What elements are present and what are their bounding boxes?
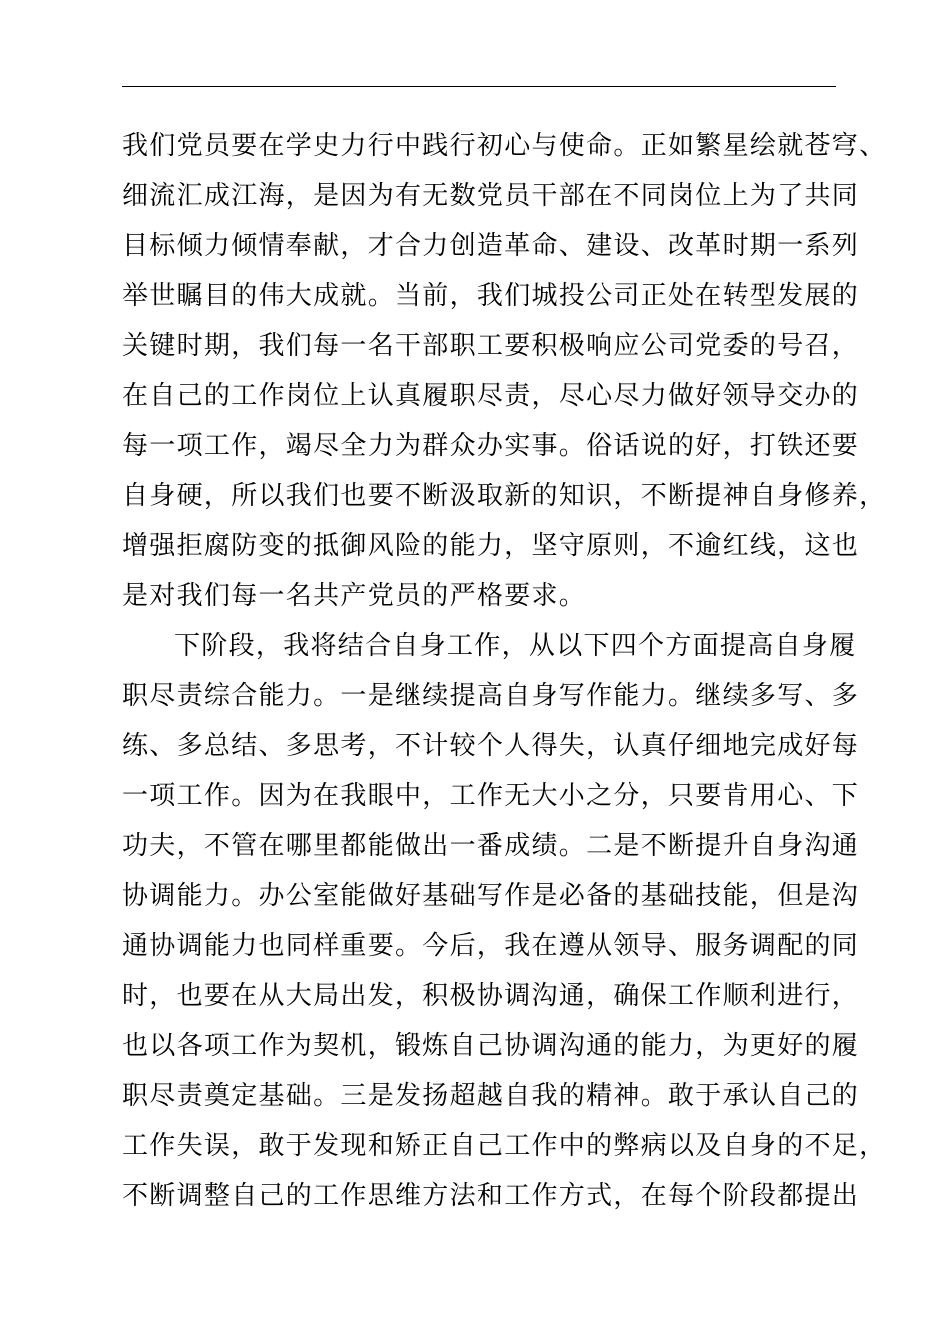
text-line: 目标倾力倾情奉献，才合力创造革命、建设、改革时期一系列 [122, 231, 860, 261]
text-line: 关键时期，我们每一名干部职工要积极响应公司党委的号召， [122, 331, 860, 361]
header-rule [122, 86, 836, 87]
paragraph-2 [122, 621, 887, 1221]
document-body [122, 121, 887, 1221]
text-line: 通协调能力也同样重要。今后，我在遵从领导、服务调配的同 [122, 931, 860, 961]
text-line: 协调能力。办公室能做好基础写作是必备的基础技能，但是沟 [122, 881, 860, 911]
text-line: 是对我们每一名共产党员的严格要求。 [122, 581, 587, 611]
text-line: 功夫，不管在哪里都能做出一番成绩。二是不断提升自身沟通 [122, 831, 860, 861]
text-line: 也以各项工作为契机，锻炼自己协调沟通的能力，为更好的履 [122, 1031, 860, 1061]
text-line: 时，也要在从大局出发，积极协调沟通，确保工作顺利进行， [122, 981, 860, 1011]
text-line: 练、多总结、多思考，不计较个人得失，认真仔细地完成好每 [122, 731, 860, 761]
text-line: 我们党员要在学史力行中践行初心与使命。正如繁星绘就苍穹、 [122, 131, 887, 161]
text-line: 不断调整自己的工作思维方法和工作方式，在每个阶段都提出 [122, 1181, 860, 1211]
text-line: 职尽责奠定基础。三是发扬超越自我的精神。敢于承认自己的 [122, 1081, 860, 1111]
text-line-indented: 下阶段，我将结合自身工作，从以下四个方面提高自身履 [174, 631, 857, 661]
text-line: 工作失误，敢于发现和矫正自己工作中的弊病以及自身的不足， [122, 1131, 887, 1161]
text-line: 增强拒腐防变的抵御风险的能力，坚守原则，不逾红线，这也 [122, 531, 860, 561]
text-line: 自身硬，所以我们也要不断汲取新的知识，不断提神自身修养， [122, 481, 887, 511]
text-line: 在自己的工作岗位上认真履职尽责，尽心尽力做好领导交办的 [122, 381, 860, 411]
text-line: 职尽责综合能力。一是继续提高自身写作能力。继续多写、多 [122, 681, 860, 711]
text-line: 一项工作。因为在我眼中，工作无大小之分，只要肯用心、下 [122, 781, 860, 811]
paragraph-1 [122, 121, 887, 621]
text-line: 细流汇成江海，是因为有无数党员干部在不同岗位上为了共同 [122, 181, 860, 211]
text-line: 每一项工作，竭尽全力为群众办实事。俗话说的好，打铁还要 [122, 431, 860, 461]
text-line: 举世瞩目的伟大成就。当前，我们城投公司正处在转型发展的 [122, 281, 860, 311]
